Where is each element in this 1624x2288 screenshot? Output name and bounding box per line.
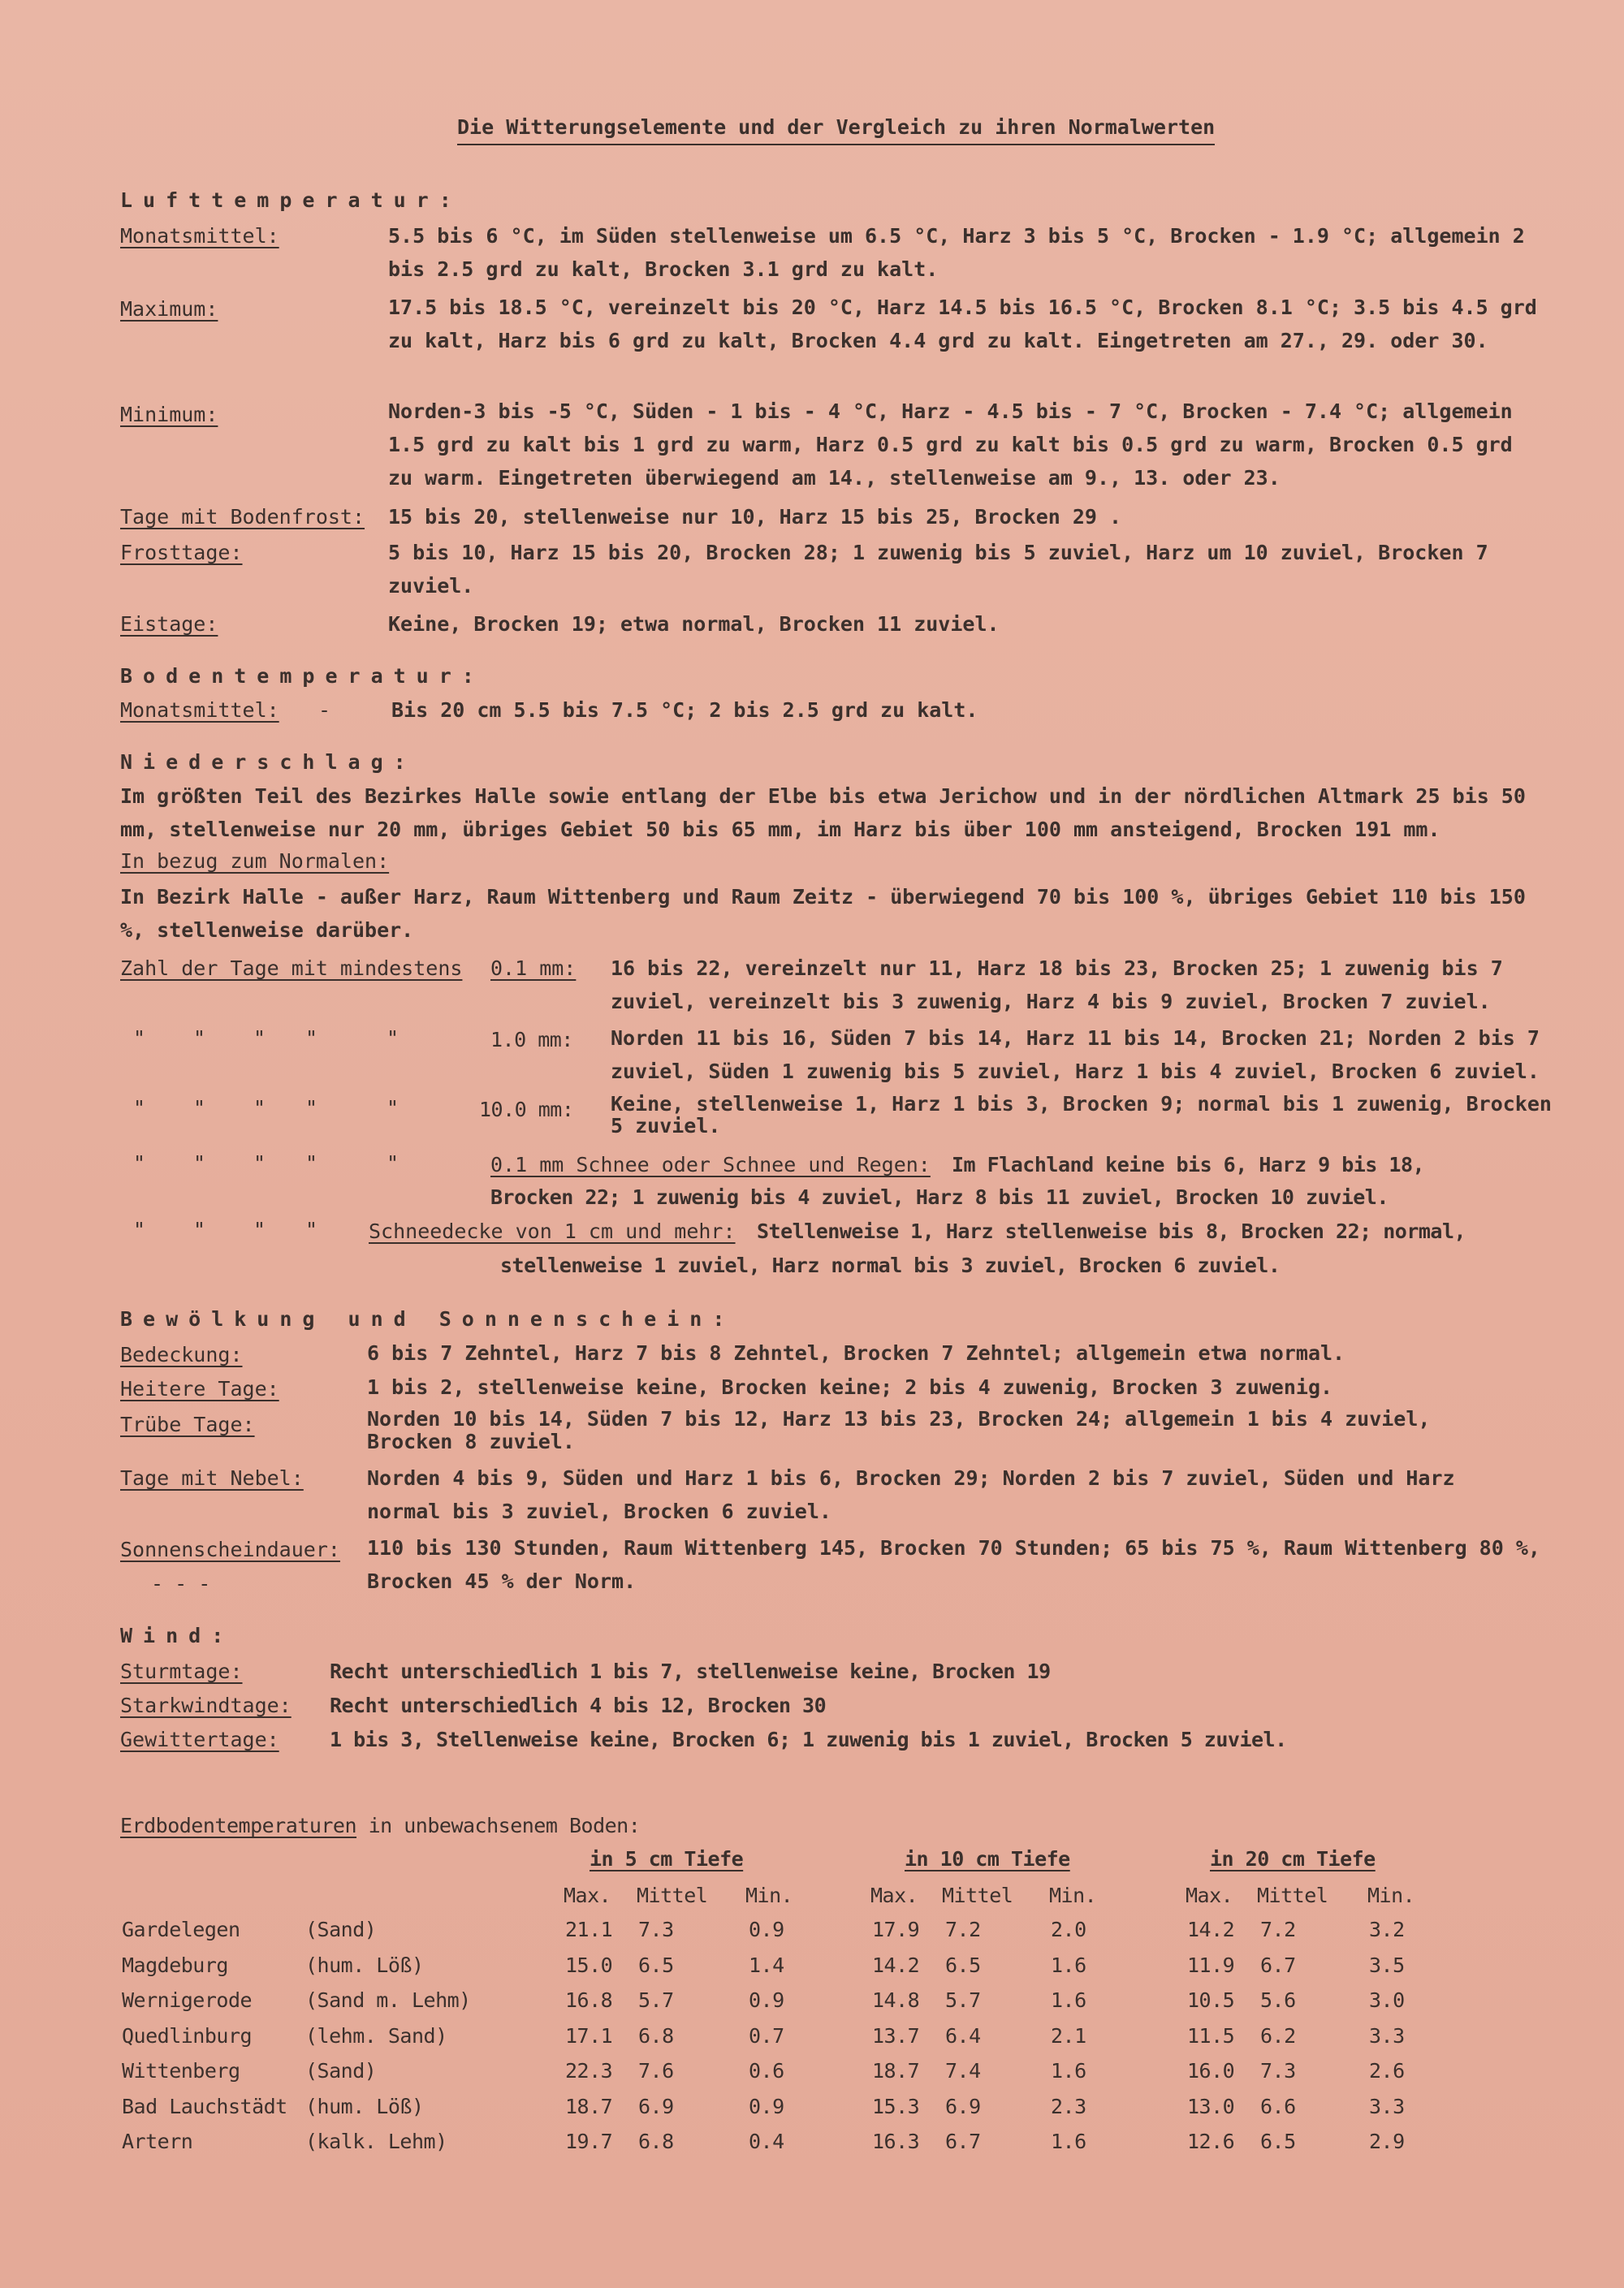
label-gewittertage: Gewittertage: <box>120 1728 279 1751</box>
text-gewittertage: 1 bis 3, Stellenweise keine, Brocken 6; 1 zuwenig bis 1 zuviel, Brocken 5 zuviel. <box>330 1728 1287 1751</box>
ditto-mark: " <box>253 1026 266 1050</box>
text-0-1-mm: 16 bis 22, vereinzelt nur 11, Harz 18 bis 23, Brocken 25; 1 zuwenig bis 7 zuviel, vereinzelt bis 3 zuwenig, Harz 4 bis 9 zuviel, Brocken 7 zuviel. <box>611 956 1503 1013</box>
table-cell: 2.1 <box>1051 2024 1086 2048</box>
label-frosttage: Frosttage: <box>120 541 243 564</box>
table-cell: 16.0 <box>1187 2059 1235 2083</box>
label-tage-mit-nebel: Tage mit Nebel: <box>120 1466 304 1490</box>
table-cell: 19.7 <box>565 2130 613 2153</box>
table-cell: 13.7 <box>872 2024 920 2048</box>
soil-type: (kalk. Lehm) <box>305 2130 447 2153</box>
station-name: Magdeburg <box>122 1953 228 1977</box>
text-sonnenscheindauer: 110 bis 130 Stunden, Raum Wittenberg 145, Brocken 70 Stunden; 65 bis 75 %, Raum Wittenberg 80 %, Brocken 45 % der Norm. <box>367 1536 1540 1593</box>
table-cell: 18.7 <box>872 2059 920 2083</box>
col-header-max: Max. <box>564 1884 611 1907</box>
soil-type: (Sand m. Lehm) <box>305 1988 471 2012</box>
table-cell: 1.6 <box>1051 1953 1086 1977</box>
table-cell: 14.2 <box>872 1953 920 1977</box>
soil-type: (Sand) <box>305 2059 377 2083</box>
table-cell: 12.6 <box>1187 2130 1235 2153</box>
table-cell: 14.2 <box>1187 1918 1235 1941</box>
table-cell: 0.9 <box>749 1988 784 2012</box>
table-cell: 6.9 <box>638 2095 674 2118</box>
ditto-mark: " <box>193 1026 205 1050</box>
table-cell: 16.8 <box>565 1988 613 2012</box>
section-heading-lufttemperatur: Lufttemperatur: <box>120 188 462 212</box>
col-header-min: Min. <box>1049 1884 1097 1907</box>
text-heitere-tage: 1 bis 2, stellenweise keine, Brocken keine; 2 bis 4 zuwenig, Brocken 3 zuwenig. <box>367 1375 1333 1399</box>
table-cell: 5.7 <box>945 1988 981 2012</box>
label-boden-monatsmittel: Monatsmittel: <box>120 698 279 722</box>
table-cell: 0.4 <box>749 2130 784 2153</box>
text-frosttage: 5 bis 10, Harz 15 bis 20, Brocken 28; 1 zuwenig bis 5 zuviel, Harz um 10 zuviel, Brocken 7 zuviel. <box>388 541 1488 598</box>
soil-type: (hum. Löß) <box>305 2095 424 2118</box>
table-cell: 0.9 <box>749 1918 784 1941</box>
ditto-mark: " <box>133 1151 145 1175</box>
table-cell: 6.5 <box>1260 2130 1296 2153</box>
table-cell: 6.8 <box>638 2130 674 2153</box>
text-bezug-normalen: In Bezirk Halle - außer Harz, Raum Wittenberg und Raum Zeitz - überwiegend 70 bis 100 %, übriges Gebiet 110 bis 150 %, stellenweise darüber. <box>120 885 1526 942</box>
dashes-decoration: - - - <box>151 1572 210 1595</box>
table-cell: 1.6 <box>1051 1988 1086 2012</box>
table-cell: 11.5 <box>1187 2024 1235 2048</box>
text-truebe-tage: Norden 10 bis 14, Süden 7 bis 12, Harz 13 bis 23, Brocken 24; allgemein 1 bis 4 zuviel, Brocken 8 zuviel. <box>367 1407 1431 1453</box>
ditto-mark: " <box>305 1026 317 1050</box>
text-schneedecke-1: Stellenweise 1, Harz stellenweise bis 8, Brocken 22; normal, <box>757 1220 1466 1243</box>
text-monatsmittel: 5.5 bis 6 °C, im Süden stellenweise um 6.5 °C, Harz 3 bis 5 °C, Brocken - 1.9 °C; allgemein 2 bis 2.5 grd zu kalt, Brocken 3.1 grd zu kalt. <box>388 224 1525 281</box>
text-minimum: Norden-3 bis -5 °C, Süden - 1 bis - 4 °C, Harz - 4.5 bis - 7 °C, Brocken - 7.4 °C; allgemein 1.5 grd zu kalt bis 1 grd zu warm, Harz 0.5 grd zu kalt bis 0.5 grd zu warm, Brocken 0.5 grd zu warm. Eingetreten überwiegend am 14., stellenweise am 9., 13. oder 23. <box>388 399 1513 490</box>
table-cell: 6.4 <box>945 2024 981 2048</box>
table-cell: 2.0 <box>1051 1918 1086 1941</box>
text-10-0-mm: Keine, stellenweise 1, Harz 1 bis 3, Brocken 9; normal bis 1 zuwenig, Brocken 5 zuviel. <box>611 1092 1552 1138</box>
table-cell: 3.5 <box>1369 1953 1405 1977</box>
col-header-mittel: Mittel <box>942 1884 1013 1907</box>
text-tage-mit-bodenfrost: 15 bis 20, stellenweise nur 10, Harz 15 bis 25, Brocken 29 . <box>388 505 1122 529</box>
ditto-mark: " <box>253 1096 266 1120</box>
soil-heading-underlined: Erdbodentemperaturen <box>120 1814 357 1837</box>
soil-heading-rest: in unbewachsenem Boden: <box>368 1814 641 1837</box>
ditto-mark: " <box>193 1096 205 1120</box>
label-maximum: Maximum: <box>120 297 218 321</box>
ditto-mark: " <box>133 1218 145 1241</box>
station-name: Wittenberg <box>122 2059 240 2083</box>
soil-heading <box>120 1814 640 1838</box>
label-0-1-mm: 0.1 mm: <box>490 956 577 980</box>
text-sturmtage: Recht unterschiedlich 1 bis 7, stellenweise keine, Brocken 19 <box>330 1660 1051 1683</box>
ditto-mark: " <box>387 1026 399 1050</box>
label-sturmtage: Sturmtage: <box>120 1660 243 1683</box>
table-cell: 7.2 <box>1260 1918 1296 1941</box>
station-name: Gardelegen <box>122 1918 240 1941</box>
text-schnee-regen-2: Brocken 22; 1 zuwenig bis 4 zuviel, Harz 8 bis 11 zuviel, Brocken 10 zuviel. <box>490 1185 1389 1209</box>
soil-type: (hum. Löß) <box>305 1953 424 1977</box>
label-1-0-mm: 1.0 mm: <box>490 1028 573 1051</box>
text-tage-mit-nebel: Norden 4 bis 9, Süden und Harz 1 bis 6, Brocken 29; Norden 2 bis 7 zuviel, Süden und Harz normal bis 3 zuviel, Brocken 6 zuviel. <box>367 1466 1455 1523</box>
table-cell: 5.6 <box>1260 1988 1296 2012</box>
table-cell: 6.9 <box>945 2095 981 2118</box>
col-header-max: Max. <box>1186 1884 1233 1907</box>
station-name: Wernigerode <box>122 1988 253 2012</box>
text-1-0-mm: Norden 11 bis 16, Süden 7 bis 14, Harz 11 bis 14, Brocken 21; Norden 2 bis 7 zuviel, Süden 1 zuwenig bis 5 zuviel, Harz 1 bis 4 zuviel, Brocken 6 zuviel. <box>611 1026 1540 1083</box>
station-name: Bad Lauchstädt <box>122 2095 287 2118</box>
label-starkwindtage: Starkwindtage: <box>120 1694 292 1717</box>
station-name: Artern <box>122 2130 193 2153</box>
table-cell: 2.6 <box>1369 2059 1405 2083</box>
table-cell: 17.1 <box>565 2024 613 2048</box>
table-cell: 1.6 <box>1051 2059 1086 2083</box>
text-schnee-regen-1: Im Flachland keine bis 6, Harz 9 bis 18, <box>952 1153 1425 1176</box>
table-cell: 17.9 <box>872 1918 920 1941</box>
table-cell: 7.3 <box>1260 2059 1296 2083</box>
ditto-mark: " <box>305 1218 317 1241</box>
depth-header-5cm: in 5 cm Tiefe <box>590 1847 744 1871</box>
table-cell: 6.7 <box>945 2130 981 2153</box>
col-header-mittel: Mittel <box>1257 1884 1328 1907</box>
label-tage-mit-bodenfrost: Tage mit Bodenfrost: <box>120 505 365 529</box>
table-cell: 3.3 <box>1369 2024 1405 2048</box>
label-eistage: Eistage: <box>120 612 218 636</box>
table-cell: 21.1 <box>565 1918 613 1941</box>
table-cell: 3.3 <box>1369 2095 1405 2118</box>
ditto-mark: " <box>133 1026 145 1050</box>
label-bedeckung: Bedeckung: <box>120 1343 243 1366</box>
section-heading-bewoelkung: Bewölkung und Sonnenschein: <box>120 1307 736 1331</box>
table-cell: 0.9 <box>749 2095 784 2118</box>
text-bedeckung: 6 bis 7 Zehntel, Harz 7 bis 8 Zehntel, Brocken 7 Zehntel; allgemein etwa normal. <box>367 1341 1345 1365</box>
table-cell: 7.4 <box>945 2059 981 2083</box>
section-heading-niederschlag: Niederschlag: <box>120 750 417 774</box>
table-cell: 11.9 <box>1187 1953 1235 1977</box>
label-schneedecke: Schneedecke von 1 cm und mehr: <box>369 1220 736 1243</box>
table-cell: 3.2 <box>1369 1918 1405 1941</box>
table-cell: 5.7 <box>638 1988 674 2012</box>
table-cell: 6.8 <box>638 2024 674 2048</box>
ditto-mark: " <box>193 1151 205 1175</box>
text-starkwindtage: Recht unterschiedlich 4 bis 12, Brocken 30 <box>330 1694 827 1717</box>
table-cell: 0.6 <box>749 2059 784 2083</box>
ditto-mark: " <box>253 1218 266 1241</box>
col-header-min: Min. <box>1367 1884 1415 1907</box>
depth-header-10cm: in 10 cm Tiefe <box>905 1847 1070 1871</box>
table-cell: 0.7 <box>749 2024 784 2048</box>
table-cell: 6.7 <box>1260 1953 1296 1977</box>
col-header-mittel: Mittel <box>637 1884 708 1907</box>
table-cell: 14.8 <box>872 1988 920 2012</box>
table-cell: 7.3 <box>638 1918 674 1941</box>
table-cell: 7.6 <box>638 2059 674 2083</box>
ditto-mark: " <box>253 1151 266 1175</box>
label-heitere-tage: Heitere Tage: <box>120 1377 279 1401</box>
table-cell: 13.0 <box>1187 2095 1235 2118</box>
label-zahl-der-tage: Zahl der Tage mit mindestens <box>120 956 463 980</box>
text-boden-monatsmittel: Bis 20 cm 5.5 bis 7.5 °C; 2 bis 2.5 grd zu kalt. <box>391 698 978 722</box>
table-cell: 6.5 <box>945 1953 981 1977</box>
text-niederschlag-intro: Im größten Teil des Bezirkes Halle sowie entlang der Elbe bis etwa Jerichow und in der nördlichen Altmark 25 bis 50 mm, stellenweise nur 20 mm, übriges Gebiet 50 bis 65 mm, im Harz bis über 100 mm ansteigend, Brocken 191 mm. <box>120 784 1526 841</box>
ditto-mark: " <box>387 1096 399 1120</box>
ditto-mark: " <box>133 1096 145 1120</box>
section-heading-wind: Wind: <box>120 1624 235 1647</box>
label-sonnenscheindauer: Sonnenscheindauer: <box>120 1538 340 1561</box>
table-cell: 1.6 <box>1051 2130 1086 2153</box>
col-header-min: Min. <box>745 1884 793 1907</box>
ditto-mark: " <box>305 1096 317 1120</box>
label-minimum: Minimum: <box>120 403 218 426</box>
label-schnee-regen: 0.1 mm Schnee oder Schnee und Regen: <box>490 1153 931 1176</box>
label-truebe-tage: Trübe Tage: <box>120 1413 255 1436</box>
table-cell: 2.9 <box>1369 2130 1405 2153</box>
boden-dash: - <box>318 698 330 722</box>
table-cell: 7.2 <box>945 1918 981 1941</box>
text-schneedecke-2: stellenweise 1 zuviel, Harz normal bis 3 zuviel, Brocken 6 zuviel. <box>500 1254 1281 1277</box>
station-name: Quedlinburg <box>122 2024 253 2048</box>
page-title: Die Witterungselemente und der Vergleich zu ihren Normalwerten <box>457 115 1215 145</box>
table-cell: 6.6 <box>1260 2095 1296 2118</box>
ditto-mark: " <box>305 1151 317 1175</box>
label-monatsmittel: Monatsmittel: <box>120 224 279 248</box>
table-cell: 1.4 <box>749 1953 784 1977</box>
section-heading-bodentemperatur: Bodentemperatur: <box>120 664 485 688</box>
text-eistage: Keine, Brocken 19; etwa normal, Brocken 11 zuviel. <box>388 612 1000 636</box>
col-header-max: Max. <box>870 1884 918 1907</box>
table-cell: 18.7 <box>565 2095 613 2118</box>
ditto-mark: " <box>193 1218 205 1241</box>
text-maximum: 17.5 bis 18.5 °C, vereinzelt bis 20 °C, Harz 14.5 bis 16.5 °C, Brocken 8.1 °C; 3.5 bis 4.5 grd zu kalt, Harz bis 6 grd zu kalt, Brocken 4.4 grd zu kalt. Eingetreten am 27., 29. oder 30. <box>388 296 1537 352</box>
table-cell: 2.3 <box>1051 2095 1086 2118</box>
label-10-0-mm: 10.0 mm: <box>479 1098 574 1121</box>
ditto-mark: " <box>387 1151 399 1175</box>
table-cell: 6.5 <box>638 1953 674 1977</box>
soil-type: (Sand) <box>305 1918 377 1941</box>
depth-header-20cm: in 20 cm Tiefe <box>1210 1847 1376 1871</box>
table-cell: 3.0 <box>1369 1988 1405 2012</box>
table-cell: 15.0 <box>565 1953 613 1977</box>
table-cell: 10.5 <box>1187 1988 1235 2012</box>
label-bezug-normalen: In bezug zum Normalen: <box>120 849 390 873</box>
table-cell: 15.3 <box>872 2095 920 2118</box>
table-cell: 22.3 <box>565 2059 613 2083</box>
table-cell: 6.2 <box>1260 2024 1296 2048</box>
table-cell: 16.3 <box>872 2130 920 2153</box>
soil-type: (lehm. Sand) <box>305 2024 447 2048</box>
